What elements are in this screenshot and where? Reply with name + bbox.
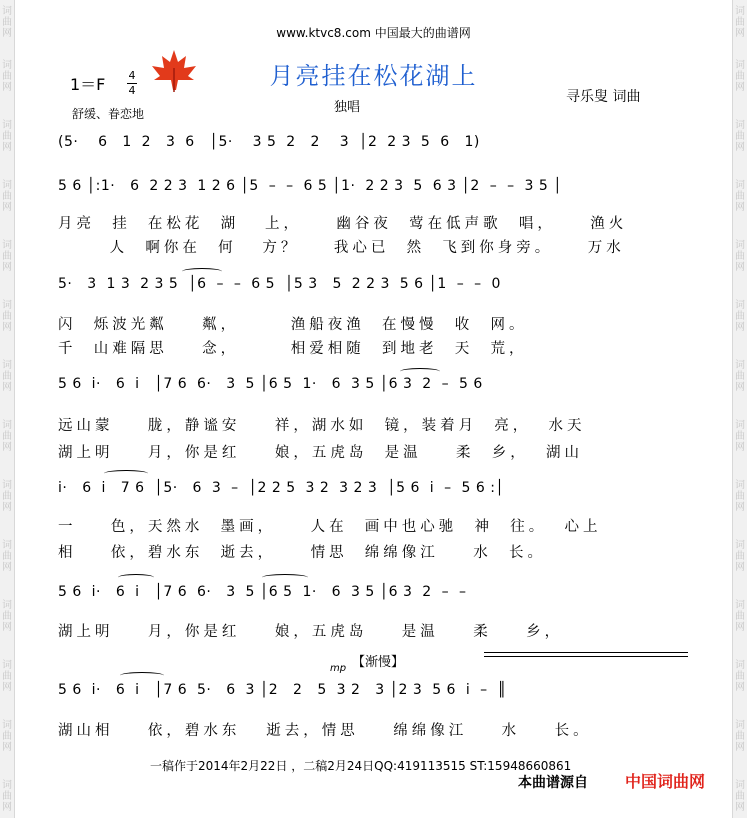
- watermark-right-7: 词曲网: [735, 360, 745, 393]
- slur: [400, 368, 440, 375]
- tempo-marking: 舒缓、眷恋地: [72, 107, 145, 121]
- slur: [182, 268, 222, 275]
- watermark-right-4: 词曲网: [735, 180, 745, 213]
- tempo-change-marking: 【渐慢】: [352, 655, 405, 670]
- score-row-3-notes: 5· 3 1 3 2 3 5 │6 – – 6 5 │5 3 5 2 2 3 5 6 │1 – – 0: [58, 276, 501, 292]
- score-row-2-lyric-2: 人 啊你在 何 方？ 我心已 然 飞到你身旁。 万水: [58, 240, 625, 256]
- composition-note: 一稿作于2014年2月22日 ，二稿2月24日QQ:419113515 ST:15948660861: [150, 759, 572, 773]
- watermark-right-2: 词曲网: [735, 60, 745, 93]
- score-row-2-notes: 5 6 │:1· 6 2 2 3 1 2 6 │5 – – 6 5 │1· 2 2 3 5 6 3 │2 – – 3 5 │: [58, 178, 563, 194]
- watermark-left-10: 词曲网: [2, 540, 12, 573]
- score-row-7-lyric-1: 湖山相 依，碧水东 逝去，情思 绵绵像江 水 长。: [58, 723, 592, 739]
- dynamic-marking: mp: [330, 663, 347, 674]
- score-row-5-notes: i· 6 i 7 6 │5· 6 3 – │2 2 5 3 2 3 2 3 │5 6 i – 5 6 :│: [58, 480, 505, 496]
- site-header: www.ktvc8.com 中国最大的曲谱网: [276, 26, 471, 40]
- watermark-left-8: 词曲网: [2, 420, 12, 453]
- time-signature: [127, 70, 137, 97]
- watermark-left-5: 词曲网: [2, 240, 12, 273]
- author-credit: 寻乐叟 词曲: [566, 89, 641, 105]
- watermark-right-5: 词曲网: [735, 240, 745, 273]
- watermark-left-4: 词曲网: [2, 180, 12, 213]
- song-title: 月亮挂在松花湖上: [269, 62, 478, 90]
- decrescendo-line-bottom: [484, 656, 688, 657]
- score-row-4-lyric-1: 远山蒙 胧，静谧安 祥，湖水如 镜，装着月 亮， 水天: [58, 418, 586, 434]
- watermark-left-1: 词曲网: [2, 6, 12, 39]
- score-row-5-lyric-1: 一 色，天然水 墨画， 人在 画中也心驰 神 往。 心上: [58, 519, 602, 535]
- slur: [120, 672, 164, 679]
- key-signature: 1＝F: [70, 75, 106, 94]
- watermark-right-12: 词曲网: [735, 660, 745, 693]
- score-row-1-notes: (5· 6 1 2 3 6 │5· 3 5 2 2 3 │2 2 3 5 6 1): [58, 134, 480, 150]
- score-row-2-lyric-1: 月亮 挂 在松花 湖 上， 幽谷夜 莺在低声歌 唱， 渔火: [58, 216, 628, 232]
- score-row-6-lyric-1: 湖上明 月，你是红 娘，五虎岛 是温 柔 乡，: [58, 624, 564, 640]
- score-row-6-notes: 5 6 i· 6 i │7 6 6· 3 5 │6 5 1· 6 3 5 │6 3 2 – –: [58, 584, 467, 600]
- slur: [104, 470, 148, 477]
- meter-top: 4: [128, 69, 136, 82]
- watermark-left-2: 词曲网: [2, 60, 12, 93]
- watermark-right-14: 词曲网: [735, 780, 745, 813]
- watermark-left-6: 词曲网: [2, 300, 12, 333]
- watermark-right-11: 词曲网: [735, 600, 745, 633]
- watermark-left-3: 词曲网: [2, 120, 12, 153]
- score-row-4-notes: 5 6 i· 6 i │7 6 6· 3 5 │6 5 1· 6 3 5 │6 3 2 – 5 6: [58, 376, 483, 392]
- watermark-right-9: 词曲网: [735, 480, 745, 513]
- watermark-right-10: 词曲网: [735, 540, 745, 573]
- watermark-right-6: 词曲网: [735, 300, 745, 333]
- score-row-7-notes: 5 6 i· 6 i │7 6 5· 6 3 │2 2 5 3 2 3 │2 3 5 6 i – ║: [58, 682, 507, 698]
- source-label: 本曲谱源自: [518, 775, 588, 791]
- watermark-right-8: 词曲网: [735, 420, 745, 453]
- watermark-left-9: 词曲网: [2, 480, 12, 513]
- score-row-3-lyric-2: 千 山难隔思 念， 相爱相随 到地老 天 荒，: [58, 341, 528, 357]
- maple-leaf-icon: [148, 48, 200, 94]
- slur: [262, 574, 308, 581]
- decrescendo-line-top: [484, 652, 688, 653]
- watermark-right-3: 词曲网: [735, 120, 745, 153]
- meter-bottom: 4: [128, 84, 136, 97]
- score-row-5-lyric-2: 相 依，碧水东 逝去， 情思 绵绵像江 水 长。: [58, 545, 546, 561]
- score-row-3-lyric-1: 闪 烁波光粼 粼， 渔船夜渔 在慢慢 收 网。: [58, 317, 528, 333]
- performance-type: 独唱: [334, 100, 361, 115]
- score-row-4-lyric-2: 湖上明 月，你是红 娘，五虎岛 是温 柔 乡， 湖山: [58, 445, 583, 461]
- watermark-right-1: 词曲网: [735, 6, 745, 39]
- watermark-left-7: 词曲网: [2, 360, 12, 393]
- watermark-left-12: 词曲网: [2, 660, 12, 693]
- watermark-right-13: 词曲网: [735, 720, 745, 753]
- brand-logo-text[interactable]: 中国词曲网: [625, 772, 706, 791]
- watermark-left-11: 词曲网: [2, 600, 12, 633]
- slur: [118, 574, 154, 581]
- watermark-left-13: 词曲网: [2, 720, 12, 753]
- watermark-left-14: 词曲网: [2, 780, 12, 813]
